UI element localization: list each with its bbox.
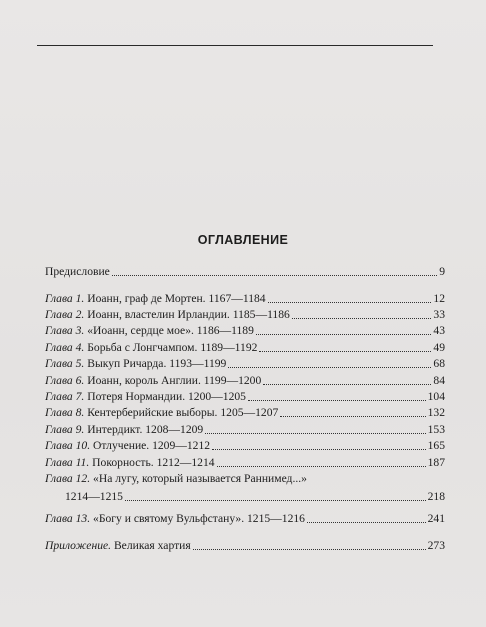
toc-title: ОГЛАВЛЕНИЕ <box>197 233 289 247</box>
entry-text-continued: 1214—1215 <box>65 490 123 503</box>
entry-label: Глава 4. <box>45 341 85 354</box>
toc-entry-chapter-11 <box>45 456 445 470</box>
entry-text: Выкуп Ричарда. 1193—1199 <box>87 357 227 370</box>
leader-dots <box>125 499 426 501</box>
leader-dots <box>263 383 431 385</box>
entry-page: 68 <box>433 357 445 370</box>
leader-dots <box>248 399 426 401</box>
leader-dots <box>268 301 432 303</box>
leader-dots <box>307 521 426 523</box>
entry-text: Великая хартия <box>113 539 191 552</box>
entry-text: Кентерберийские выборы. 1205—1207 <box>87 406 279 419</box>
leader-dots <box>259 350 431 352</box>
leader-dots <box>280 415 425 417</box>
toc-entry-chapter-7 <box>45 390 445 404</box>
toc-entry-chapter-6 <box>45 374 445 388</box>
toc-entry-chapter-1 <box>45 292 445 306</box>
entry-label: Глава 6. <box>45 374 85 387</box>
entry-text: Отлучение. 1209—1212 <box>93 439 211 452</box>
entry-page: 104 <box>427 390 445 403</box>
toc-entry-chapter-10 <box>45 439 445 453</box>
entry-text: Интердикт. 1208—1209 <box>87 423 204 436</box>
toc-entry-appendix <box>45 539 445 553</box>
entry-label: Глава 9. <box>45 423 85 436</box>
leader-dots <box>256 333 432 335</box>
entry-text: Предисловие <box>45 265 110 278</box>
entry-label: Глава 10. <box>45 439 91 452</box>
entry-page: 218 <box>427 490 445 503</box>
entry-label: Глава 7. <box>45 390 85 403</box>
entry-label: Глава 12. <box>45 472 91 485</box>
entry-label: Глава 8. <box>45 406 85 419</box>
entry-label: Глава 2. <box>45 308 85 321</box>
toc-entry-chapter-13 <box>45 512 445 526</box>
toc-entry-preface <box>45 265 445 279</box>
toc-entry-chapter-4 <box>45 341 445 355</box>
entry-text: Иоанн, властелин Ирландии. 1185—1186 <box>87 308 290 321</box>
entry-label: Глава 1. <box>45 292 85 305</box>
leader-dots <box>212 448 426 450</box>
entry-text: Иоанн, король Англии. 1199—1200 <box>87 374 262 387</box>
entry-text: «На лугу, который называется Раннимед...» <box>93 472 307 485</box>
entry-text: «Иоанн, сердце мое». 1186—1189 <box>87 324 254 337</box>
toc-entry-chapter-5 <box>45 357 445 371</box>
leader-dots <box>228 366 431 368</box>
entry-text: Покорность. 1212—1214 <box>92 456 215 469</box>
entry-label: Приложение. <box>45 539 112 552</box>
entry-text: Потеря Нормандии. 1200—1205 <box>87 390 246 403</box>
leader-dots <box>292 317 432 319</box>
toc-entry-chapter-9 <box>45 423 445 437</box>
entry-text: Борьба с Лонгчампом. 1189—1192 <box>87 341 258 354</box>
toc-entry-chapter-8 <box>45 406 445 420</box>
entry-page: 273 <box>427 539 445 552</box>
entry-label: Глава 13. <box>45 512 91 525</box>
entry-page: 241 <box>427 512 445 525</box>
entry-label: Глава 11. <box>45 456 90 469</box>
leader-dots <box>112 274 437 276</box>
entry-page: 153 <box>427 423 445 436</box>
entry-label: Глава 5. <box>45 357 85 370</box>
entry-page: 49 <box>433 341 445 354</box>
toc-entry-chapter-2 <box>45 308 445 322</box>
entry-page: 165 <box>427 439 445 452</box>
entry-page: 187 <box>427 456 445 469</box>
leader-dots <box>193 548 426 550</box>
entry-page: 9 <box>439 265 445 278</box>
toc-entry-chapter-3 <box>45 324 445 338</box>
entry-label: Глава 3. <box>45 324 85 337</box>
entry-page: 12 <box>433 292 445 305</box>
toc-entry-chapter-12 <box>45 472 445 504</box>
leader-dots <box>217 465 426 467</box>
leader-dots <box>205 432 425 434</box>
entry-text: Иоанн, граф де Мортен. 1167—1184 <box>87 292 266 305</box>
entry-page: 33 <box>433 308 445 321</box>
header-rule <box>37 45 433 46</box>
entry-page: 84 <box>433 374 445 387</box>
entry-page: 132 <box>427 406 445 419</box>
entry-page: 43 <box>433 324 445 337</box>
entry-text: «Богу и святому Вульфстану». 1215—1216 <box>93 512 305 525</box>
